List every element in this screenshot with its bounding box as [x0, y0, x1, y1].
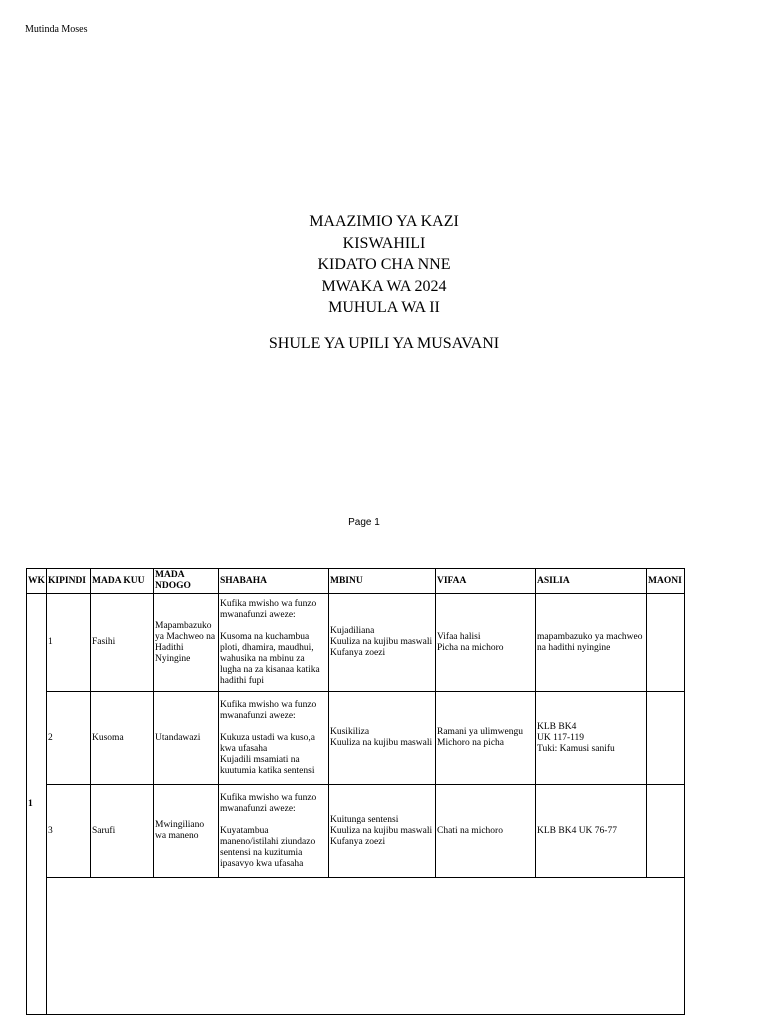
mada-kuu-cell: Sarufi	[91, 785, 154, 878]
column-header-kipindi: KIPINDI	[47, 569, 91, 594]
shabaha-cell	[219, 692, 329, 785]
mbinu-line: Kujadiliana	[330, 626, 375, 636]
vifaa-line: Vifaa halisi	[437, 631, 481, 642]
column-header-asilia: ASILIA	[536, 569, 647, 594]
asilia-cell	[536, 692, 647, 785]
shabaha-line: Kukuza ustadi wa kuso,a kwa ufasaha	[220, 732, 315, 754]
vifaa-line: Michoro na picha	[437, 738, 505, 748]
table-row	[27, 785, 685, 878]
title-line: MAAZIMIO YA KAZI	[309, 213, 459, 230]
shabaha-line: Kujadili msamiati na kuutumia katika sentensi	[220, 754, 315, 776]
column-header-mada-ndogo: MADA NDOGO	[154, 569, 219, 594]
page-header-author: Mutinda Moses	[25, 24, 88, 35]
school-name: SHULE YA UPILI YA MUSAVANI	[268, 334, 500, 352]
mbinu-line: Kuuliza na kujibu maswali	[330, 738, 433, 748]
table-empty-row	[27, 878, 685, 1015]
mada-ndogo-cell: Mwingiliano wa maneno	[154, 785, 219, 878]
title-line: KISWAHILI	[342, 234, 426, 252]
asilia-cell	[536, 785, 647, 878]
table-row	[27, 692, 685, 785]
column-header-mbinu: MBINU	[329, 569, 436, 594]
kipindi-cell: 1	[47, 594, 91, 692]
table-row	[27, 594, 685, 692]
shabaha-intro: Kufika mwisho wa funzo mwanafunzi aweze:	[220, 699, 317, 721]
shabaha-line: Kuyatambua maneno/istilahi ziundazo sentensi na kuzitumia ipasavyo kwa ufasaha	[220, 825, 316, 869]
shabaha-line: Kusoma na kuchambua ploti, dhamira, maudhui, wahusika na mbinu za lugha na za kisanaa katika hadithi fupi	[220, 631, 320, 686]
title-line: MUHULA WA II	[328, 299, 440, 316]
empty-cell	[47, 878, 685, 1015]
table-header-row	[27, 569, 685, 594]
shabaha-intro: Kufika mwisho wa funzo mwanafunzi aweze:	[220, 792, 317, 814]
column-header-mada-kuu: MADA KUU	[91, 569, 154, 594]
shabaha-cell	[219, 785, 329, 878]
maoni-cell	[647, 692, 685, 785]
asilia-line: KLB BK4	[537, 721, 577, 732]
asilia-line: KLB BK4 UK 76-77	[537, 825, 617, 836]
vifaa-line: Chati na michoro	[437, 825, 503, 836]
asilia-line: Tuki: Kamusi sanifu	[537, 743, 615, 754]
page-number: Page 1	[348, 517, 380, 528]
vifaa-cell	[436, 785, 536, 878]
mbinu-cell	[329, 692, 436, 785]
column-header-maoni: MAONI	[647, 569, 685, 594]
column-header-shabaha: SHABAHA	[219, 569, 329, 594]
mbinu-line: Kufanya zoezi	[330, 648, 386, 658]
vifaa-cell	[436, 594, 536, 692]
asilia-cell	[536, 594, 647, 692]
shabaha-cell	[219, 594, 329, 692]
shabaha-intro: Kufika mwisho wa funzo mwanafunzi aweze:	[220, 598, 317, 620]
column-header-wk: WK	[27, 569, 47, 594]
mbinu-cell	[329, 594, 436, 692]
mada-ndogo-cell: Utandawazi	[154, 692, 219, 785]
mada-ndogo-cell: Mapambazuko ya Machweo na Hadithi Nyingine	[154, 594, 219, 692]
mbinu-line: Kuuliza na kujibu maswali	[330, 637, 433, 647]
title-line: KIDATO CHA NNE	[317, 256, 451, 273]
scheme-of-work-table	[26, 568, 685, 1015]
mbinu-line: Kuuliza na kujibu maswali	[330, 825, 433, 836]
vifaa-line: Picha na michoro	[437, 642, 504, 653]
kipindi-cell: 2	[47, 692, 91, 785]
mada-kuu-cell: Kusoma	[91, 692, 154, 785]
asilia-line: mapambazuko ya machweo na hadithi nyingine	[537, 631, 643, 653]
title-line: MWAKA WA 2024	[321, 277, 447, 295]
document-title-block	[0, 211, 768, 354]
asilia-line: UK 117-119	[537, 732, 585, 743]
mada-kuu-cell: Fasihi	[91, 594, 154, 692]
kipindi-cell: 3	[47, 785, 91, 878]
maoni-cell	[647, 785, 685, 878]
vifaa-cell	[436, 692, 536, 785]
mbinu-line: Kufanya zoezi	[330, 836, 386, 847]
maoni-cell	[647, 594, 685, 692]
mbinu-line: Kuitunga sentensi	[330, 814, 399, 825]
week-cell: 1	[27, 594, 47, 1015]
mbinu-cell	[329, 785, 436, 878]
mbinu-line: Kusikiliza	[330, 727, 370, 737]
column-header-vifaa: VIFAA	[436, 569, 536, 594]
vifaa-line: Ramani ya ulimwengu	[437, 727, 524, 737]
